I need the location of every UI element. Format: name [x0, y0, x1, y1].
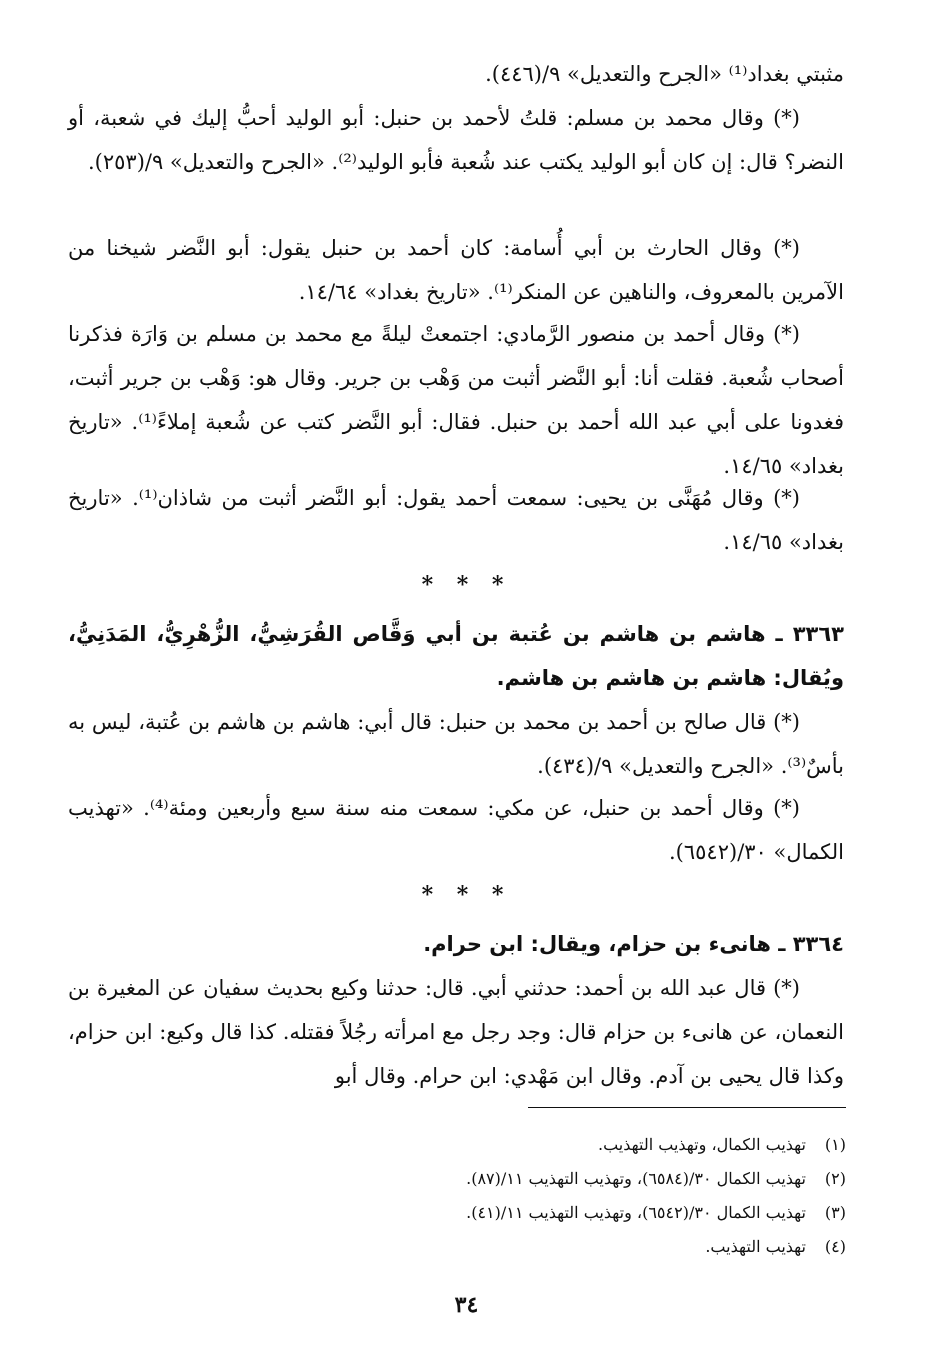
footnote-text: تهذيب الكمال ٣٠/(٦٥٤٢)، وتهذيب التهذيب ١١/(٤١). — [466, 1203, 806, 1222]
footnote-item — [300, 1230, 846, 1264]
footnote-item — [300, 1162, 846, 1196]
footnote-item — [300, 1128, 846, 1162]
footnote-number: (٤) — [824, 1237, 846, 1256]
section-separator: * * * — [421, 572, 512, 598]
footnote-number: (١) — [824, 1135, 846, 1154]
footnotes — [300, 1128, 846, 1264]
paragraph-makki: (*) وقال أحمد بن حنبل، عن مكي: سمعت منه سنة سبع وأربعين ومئة⁽⁴⁾. «تهذيب الكمال» ٣٠/(٦٥٤٢). — [68, 796, 844, 864]
page-number: ٣٤ — [454, 1292, 479, 1318]
footnote-number: (٢) — [824, 1169, 846, 1188]
paragraph-salih: (*) قال صالح بن أحمد بن محمد بن حنبل: قال أبي: هاشم بن هاشم بن عُتبة، ليس به بأسٌ⁽³⁾. «الجرح والتعديل» ٩/(٤٣٤). — [68, 710, 844, 778]
footnote-item — [300, 1196, 846, 1230]
paragraph-ramadi: (*) وقال أحمد بن منصور الرَّمادي: اجتمعتْ ليلةً مع محمد بن مسلم بن وَارَة فذكرنا أصحاب شُعبة. فقلت أنا: أبو النَّضر أثبت من وَهْب بن جرير. وقال هو: وَهْب بن جرير أثبت، فغدونا على أبي عبد الله أحمد بن حنبل. فقال: أبو النَّضر كتب عن شُعبة إملاءً⁽¹⁾. «تاريخ بغداد» ١٤/٦٥. — [68, 322, 844, 478]
section-separator: * * * — [421, 882, 512, 908]
footnote-text: تهذيب الكمال، وتهذيب التهذيب. — [597, 1135, 806, 1154]
footnote-text: تهذيب الكمال ٣٠/(٦٥٨٤)، وتهذيب التهذيب ١١/(٨٧). — [466, 1169, 806, 1188]
footnote-number: (٣) — [824, 1203, 846, 1222]
paragraph-continuation: مثبتي بغداد⁽¹⁾ «الجرح والتعديل» ٩/(٤٤٦). — [485, 62, 844, 86]
paragraph-muhammad-ibn-muslim: (*) وقال محمد بن مسلم: قلتُ لأحمد بن حنبل: أبو الوليد أحبُّ إليك في شعبة، أو النضر؟ قال: إن كان أبو الوليد يكتب عند شُعبة فأبو الوليد⁽²⁾. «الجرح والتعديل» ٩/(٢٥٣). — [68, 106, 844, 174]
paragraph-harith: (*) وقال الحارث بن أبي أُسامة: كان أحمد بن حنبل يقول: أبو النَّضر شيخنا من الآمرين بالمعروف، والناهين عن المنكر⁽¹⁾. «تاريخ بغداد» ١٤/٦٤. — [68, 236, 844, 304]
entry-heading-3364: ٣٣٦٤ ـ هانىء بن حزام، ويقال: ابن حرام. — [423, 932, 844, 956]
footnote-rule — [528, 1107, 846, 1108]
paragraph-muhanna: (*) وقال مُهَنَّى بن يحيى: سمعت أحمد يقول: أبو النَّضر أثبت من شاذان⁽¹⁾. «تاريخ بغداد» ١٤/٦٥. — [68, 486, 844, 554]
footnote-text: تهذيب التهذيب. — [705, 1237, 806, 1256]
paragraph-abdullah: (*) قال عبد الله بن أحمد: حدثني أبي. قال: حدثنا وكيع بحديث سفيان عن المغيرة بن النعمان، عن هانىء بن حزام قال: وجد رجل مع امرأته رجُلاً فقتله. كذا قال وكيع: ابن حزام، وكذا قال يحيى بن آدم. وقال ابن مَهْدي: ابن حرام. وقال أبو — [68, 976, 844, 1088]
entry-heading-3363: ٣٣٦٣ ـ هاشم بن هاشم بن عُتبة بن أبي وَقَّاص القُرَشِيُّ، الزُّهْرِيُّ، المَدَنِيُّ، ويُقال: هاشم بن هاشم بن هاشم. — [68, 622, 844, 690]
